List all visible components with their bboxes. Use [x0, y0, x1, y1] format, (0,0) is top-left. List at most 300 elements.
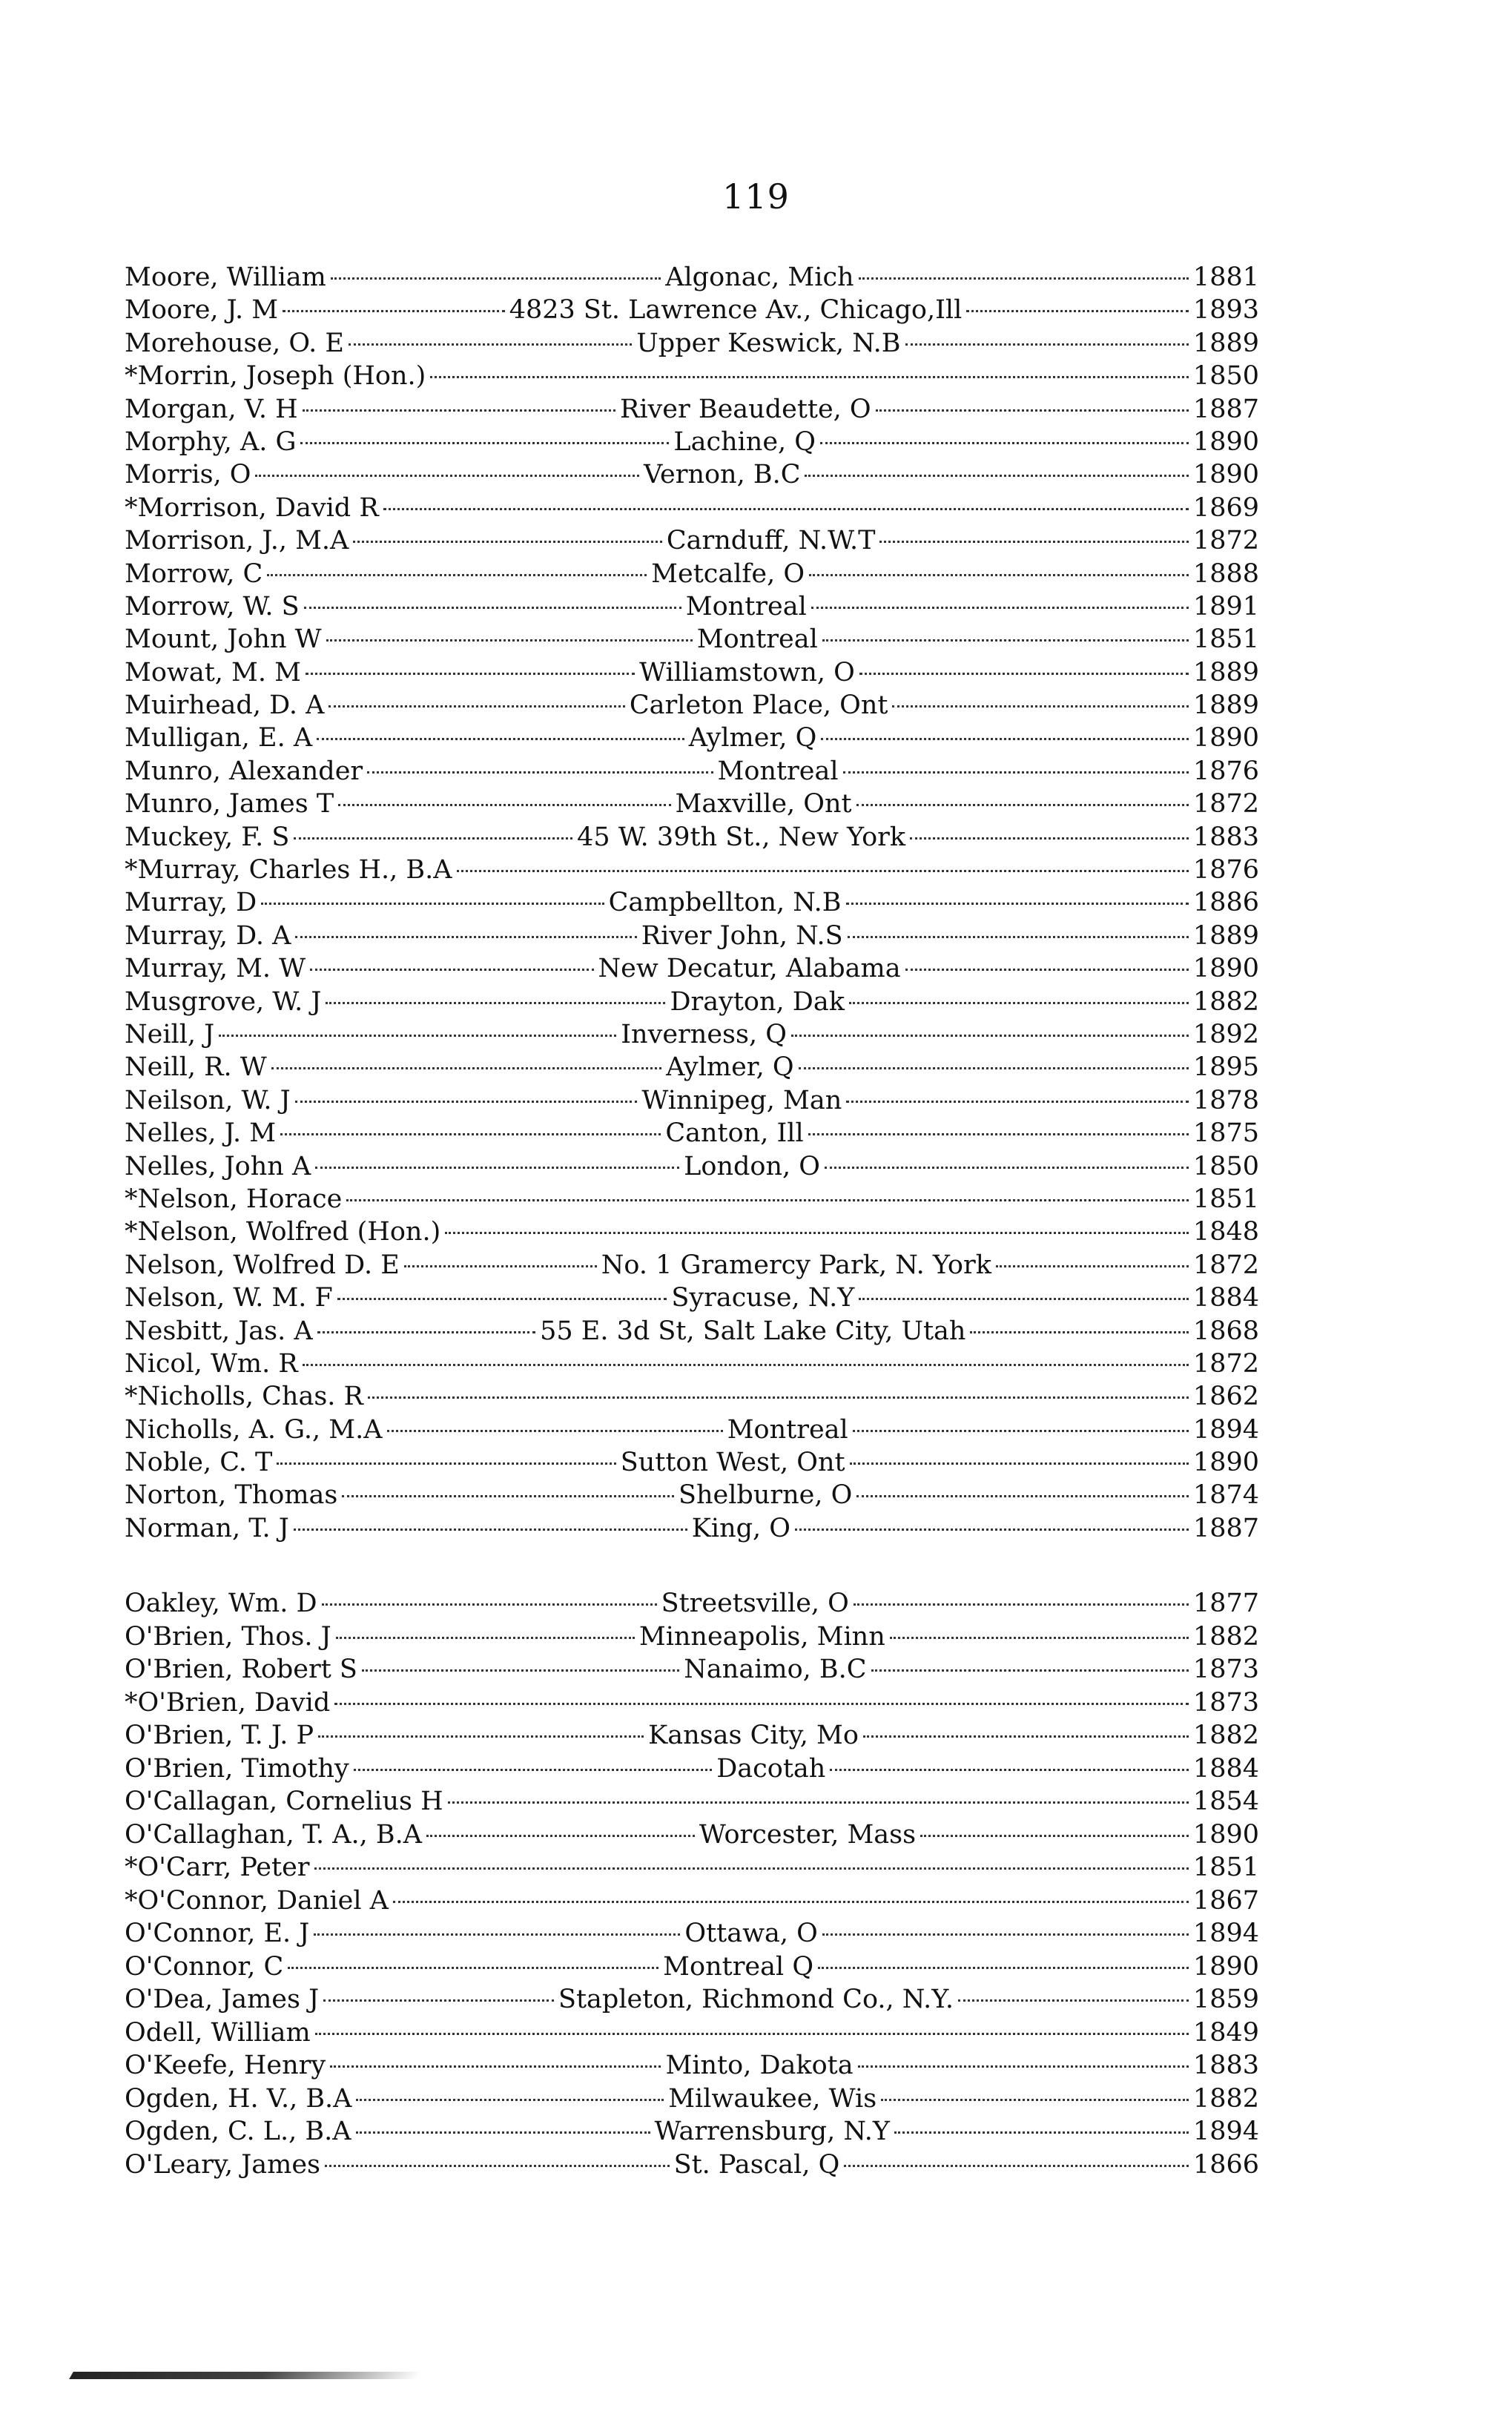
dot-leader: [346, 1199, 1189, 1201]
entry-name: O'Brien, T. J. P: [125, 1721, 314, 1750]
dot-leader: [326, 639, 693, 642]
entry-name: Nelles, J. M: [125, 1118, 277, 1149]
directory-entry: [125, 1051, 1259, 1084]
entry-name: Mowat, M. M: [125, 657, 301, 687]
entry-year: 1882: [1192, 1621, 1260, 1652]
entry-year: 1878: [1192, 1085, 1260, 1115]
dot-leader: [811, 607, 1189, 609]
dot-leader: [863, 1735, 1189, 1738]
entry-name: *O'Carr, Peter: [125, 1853, 310, 1882]
entry-place: Upper Keswick, N.B: [636, 328, 901, 358]
entry-name: O'Callaghan, T. A., B.A: [125, 1819, 423, 1850]
dot-leader: [853, 1430, 1189, 1432]
dot-leader: [996, 1265, 1189, 1267]
directory-entry: [125, 458, 1259, 491]
directory-entry: [125, 1282, 1259, 1314]
dot-leader: [295, 936, 636, 938]
entry-name: Morphy, A. G: [125, 426, 297, 457]
dot-leader: [336, 1637, 635, 1639]
dot-leader: [881, 2099, 1189, 2101]
entry-year: 1883: [1192, 2051, 1259, 2080]
dot-leader: [966, 310, 1189, 312]
dot-leader: [338, 804, 670, 806]
entry-place: Winnipeg, Man: [641, 1085, 842, 1115]
dot-leader: [844, 2165, 1189, 2167]
entry-year: 1889: [1192, 657, 1260, 687]
entry-year: 1882: [1192, 1721, 1260, 1750]
entry-year: 1888: [1192, 558, 1259, 589]
dot-leader: [791, 1035, 1189, 1037]
entry-year: 1876: [1192, 855, 1259, 886]
directory-entry: [125, 2016, 1259, 2050]
entry-year: 1895: [1192, 1052, 1260, 1083]
entry-name: Murray, D. A: [125, 920, 291, 951]
entry-year: 1882: [1192, 986, 1260, 1017]
entry-year: 1890: [1192, 1448, 1259, 1478]
dot-leader: [859, 1298, 1189, 1300]
entry-name: O'Keefe, Henry: [125, 2051, 326, 2080]
dot-leader: [330, 2065, 661, 2068]
dot-leader: [337, 1298, 667, 1300]
entry-place: Stapleton, Richmond Co., N.Y.: [558, 1985, 954, 2014]
directory-entry: [125, 1315, 1259, 1348]
directory-entry: [125, 920, 1259, 952]
entry-name: O'Brien, Robert S: [125, 1655, 357, 1684]
directory-entry: [125, 1950, 1259, 1984]
dot-leader: [310, 969, 593, 971]
entry-year: 1881: [1192, 263, 1259, 292]
entry-place: New Decatur, Alabama: [598, 954, 901, 984]
entry-place: Drayton, Dak: [670, 986, 845, 1017]
entry-year: 1882: [1192, 2083, 1259, 2114]
entry-place: Lachine, Q: [673, 426, 816, 457]
entry-name: Murray, D: [125, 888, 257, 918]
directory-entry: [125, 1117, 1259, 1150]
entry-place: River Beaudette, O: [619, 394, 871, 424]
entry-year: 1868: [1192, 1316, 1260, 1346]
entry-name: O'Brien, Timothy: [125, 1753, 349, 1784]
dot-leader: [294, 837, 572, 840]
entry-place: 4823 St. Lawrence Av., Chicago,Ill: [509, 295, 963, 326]
entry-name: Ogden, C. L., B.A: [125, 2117, 351, 2146]
dot-leader: [329, 705, 624, 708]
directory-entry: [125, 261, 1259, 294]
entry-place: 45 W. 39th St., New York: [577, 822, 906, 852]
entry-year: 1884: [1192, 1283, 1259, 1313]
dot-leader: [821, 738, 1189, 740]
entry-year: 1890: [1192, 1819, 1259, 1850]
directory-entry: [125, 1348, 1259, 1380]
dot-leader: [280, 1133, 661, 1135]
entry-name: Munro, James T: [125, 789, 334, 819]
entry-name: Ogden, H. V., B.A: [125, 2083, 352, 2114]
entry-place: Kansas City, Mo: [648, 1721, 859, 1750]
dot-leader: [818, 1967, 1189, 1969]
dot-leader: [294, 1528, 687, 1531]
directory-entry: [125, 360, 1259, 392]
entry-name: O'Callagan, Cornelius H: [125, 1787, 443, 1816]
directory-entry: [125, 1983, 1259, 2016]
entry-place: No. 1 Gramercy Park, N. York: [601, 1250, 991, 1280]
entry-year: 1892: [1192, 1019, 1259, 1049]
entry-year: 1851: [1192, 1853, 1259, 1882]
entry-place: King, O: [691, 1513, 790, 1543]
scan-smudge: [69, 2372, 422, 2379]
entry-name: Nelles, John A: [125, 1151, 311, 1181]
entry-name: Murray, M. W: [125, 954, 306, 984]
entry-place: Aylmer, Q: [666, 1052, 794, 1083]
dot-leader: [457, 870, 1189, 872]
directory-entry: [125, 492, 1259, 524]
entry-name: Moore, J. M: [125, 295, 279, 326]
entry-year: 1894: [1192, 2117, 1259, 2146]
dot-leader: [894, 2131, 1189, 2134]
dot-leader: [799, 1067, 1189, 1069]
entry-place: Inverness, Q: [621, 1019, 787, 1049]
dot-leader: [958, 1999, 1189, 2002]
dot-leader: [342, 1495, 674, 1497]
entry-name: O'Dea, James J: [125, 1985, 320, 2014]
directory-entry: [125, 1686, 1259, 1720]
entry-year: 1891: [1192, 591, 1260, 621]
entry-name: Nelson, Wolfred D. E: [125, 1250, 400, 1280]
entry-name: Morris, O: [125, 460, 251, 490]
entry-name: O'Connor, C: [125, 1951, 284, 1982]
entry-year: 1889: [1192, 328, 1259, 358]
directory-entry: [125, 1620, 1259, 1654]
dot-leader: [356, 2131, 650, 2134]
entry-name: Odell, William: [125, 2017, 311, 2048]
dot-leader: [808, 1133, 1189, 1135]
entry-year: 1854: [1192, 1787, 1259, 1816]
entry-year: 1890: [1192, 723, 1259, 753]
entry-place: Warrensburg, N.Y: [654, 2117, 890, 2146]
entry-place: Shelburne, O: [678, 1480, 853, 1511]
dot-leader: [426, 1835, 695, 1837]
dot-leader: [267, 574, 647, 576]
entry-year: 1884: [1192, 1753, 1259, 1784]
dot-leader: [445, 1232, 1189, 1234]
entry-place: Williamstown, O: [639, 657, 855, 687]
dot-leader: [890, 1637, 1189, 1639]
directory-entry: [125, 689, 1259, 722]
entry-place: Montreal: [727, 1414, 848, 1445]
directory-entry: [125, 294, 1259, 326]
dot-leader: [871, 1669, 1189, 1672]
dot-leader: [317, 738, 684, 740]
entry-name: *Morrin, Joseph (Hon.): [125, 361, 426, 392]
dot-leader: [846, 903, 1189, 905]
entry-place: Ottawa, O: [684, 1919, 818, 1948]
directory-entry: [125, 327, 1259, 360]
directory-entry: [125, 755, 1259, 788]
directory-entry: [125, 788, 1259, 820]
entry-year: 1893: [1192, 295, 1260, 326]
entry-name: Nicol, Wm. R: [125, 1348, 298, 1379]
dot-leader: [303, 409, 615, 412]
entry-place: River John, N.S: [641, 920, 843, 951]
dot-leader: [362, 1669, 679, 1672]
entry-place: St. Pascal, Q: [673, 2149, 840, 2180]
entry-place: Vernon, B.C: [643, 460, 801, 490]
dot-leader: [322, 1603, 657, 1606]
entry-place: Campbellton, N.B: [608, 888, 842, 918]
directory-entry: [125, 2082, 1259, 2116]
dot-leader: [300, 442, 669, 444]
dot-leader: [326, 1002, 665, 1004]
entry-year: 1850: [1192, 1151, 1259, 1181]
dot-leader: [387, 1430, 723, 1432]
dot-leader: [920, 1835, 1189, 1837]
entry-place: Nanaimo, B.C: [684, 1655, 867, 1684]
entry-place: Minto, Dakota: [665, 2051, 854, 2080]
directory-entry: [125, 1752, 1259, 1786]
directory-entry: [125, 1851, 1259, 1884]
dot-leader: [856, 804, 1189, 806]
page-number: 119: [722, 177, 790, 217]
entry-year: 1859: [1192, 1985, 1259, 2014]
directory-entry: [125, 1917, 1259, 1950]
directory-entry: [125, 986, 1259, 1018]
entry-name: Neilson, W. J: [125, 1085, 291, 1115]
directory-entry: [125, 1150, 1259, 1183]
directory-entry: [125, 1653, 1259, 1686]
entry-place: Montreal Q: [663, 1951, 814, 1982]
entry-name: *Morrison, David R: [125, 492, 379, 523]
dot-leader: [846, 1101, 1189, 1103]
entry-name: *O'Connor, Daniel A: [125, 1885, 389, 1916]
entry-place: Milwaukee, Wis: [668, 2083, 877, 2114]
entry-name: Noble, C. T: [125, 1448, 273, 1478]
entry-name: Morehouse, O. E: [125, 328, 344, 358]
dot-leader: [809, 574, 1189, 576]
entry-name: Mulligan, E. A: [125, 723, 313, 753]
directory-entry: [125, 590, 1259, 623]
entry-name: Munro, Alexander: [125, 756, 363, 786]
dot-leader: [303, 1364, 1189, 1366]
entry-name: Neill, R. W: [125, 1052, 267, 1083]
entry-place: Carnduff, N.W.T: [666, 526, 876, 556]
dot-leader: [825, 1167, 1189, 1169]
directory-entry: [125, 1587, 1259, 1620]
dot-leader: [318, 1735, 644, 1738]
entry-name: Muckey, F. S: [125, 822, 290, 852]
dot-leader: [822, 639, 1189, 642]
dot-leader: [970, 1331, 1188, 1333]
dot-leader: [314, 1867, 1189, 1870]
dot-leader: [334, 1703, 1189, 1705]
dot-leader: [295, 1101, 638, 1103]
entry-name: *O'Brien, David: [125, 1687, 331, 1718]
directory-entry: [125, 1785, 1259, 1818]
entry-place: London, O: [684, 1151, 820, 1181]
entry-place: 55 E. 3d St, Salt Lake City, Utah: [540, 1316, 966, 1346]
directory-entry: [125, 1446, 1259, 1479]
entry-place: Metcalfe, O: [651, 558, 805, 589]
dot-leader: [905, 343, 1189, 346]
directory-entry: [125, 1084, 1259, 1117]
directory-entry: [125, 1512, 1259, 1545]
entry-year: 1875: [1192, 1118, 1260, 1149]
dot-leader: [910, 837, 1189, 840]
entry-year: 1869: [1192, 492, 1259, 523]
dot-leader: [795, 1528, 1189, 1531]
dot-leader: [856, 1495, 1189, 1497]
entry-year: 1872: [1192, 526, 1260, 556]
entry-name: *Nicholls, Chas. R: [125, 1382, 363, 1412]
entry-year: 1890: [1192, 460, 1260, 490]
directory-entry: [125, 2148, 1259, 2182]
entry-place: Algonac, Mich: [665, 263, 854, 292]
entry-place: Dacotah: [716, 1753, 826, 1784]
directory-entry: [125, 1719, 1259, 1752]
directory-entry: [125, 1479, 1259, 1511]
dot-leader: [349, 343, 632, 346]
dot-leader: [314, 1933, 680, 1936]
dot-leader: [331, 277, 661, 280]
dot-leader: [325, 2165, 670, 2167]
dot-leader: [892, 705, 1188, 708]
entry-year: 1890: [1192, 1951, 1260, 1982]
dot-leader: [848, 936, 1189, 938]
entry-place: Aylmer, Q: [688, 723, 817, 753]
dot-leader: [354, 1769, 713, 1771]
directory-entry: [125, 1183, 1259, 1216]
entry-name: Nicholls, A. G., M.A: [125, 1414, 383, 1445]
entry-year: 1887: [1192, 394, 1260, 424]
dot-leader: [859, 673, 1189, 675]
dot-leader: [850, 1462, 1189, 1465]
entry-name: Morrison, J., M.A: [125, 526, 349, 556]
directory-entry: [125, 2115, 1259, 2148]
directory-entry: [125, 524, 1259, 557]
entry-year: 1851: [1192, 1184, 1259, 1214]
entry-place: Carleton Place, Ont: [629, 690, 888, 721]
entry-name: Muirhead, D. A: [125, 690, 325, 721]
dot-leader: [317, 1331, 535, 1333]
directory-entry: [125, 1216, 1259, 1248]
entry-name: Norton, Thomas: [125, 1480, 338, 1511]
entry-year: 1848: [1192, 1217, 1259, 1247]
directory-entry: [125, 426, 1259, 458]
entry-year: 1889: [1192, 920, 1259, 951]
entry-name: Musgrove, W. J: [125, 986, 322, 1017]
dot-leader: [219, 1035, 616, 1037]
entry-year: 1890: [1192, 954, 1259, 984]
entry-year: 1873: [1192, 1687, 1259, 1718]
entry-year: 1894: [1192, 1414, 1260, 1445]
entry-year: 1867: [1192, 1885, 1259, 1916]
entry-year: 1850: [1192, 361, 1259, 392]
entry-name: Mount, John W: [125, 624, 322, 655]
dot-leader: [315, 1167, 679, 1169]
entry-year: 1883: [1192, 822, 1259, 852]
directory-entry: [125, 558, 1259, 590]
dot-leader: [315, 2033, 1189, 2035]
entry-place: Montreal: [717, 756, 839, 786]
dot-leader: [879, 541, 1189, 543]
entry-name: Morrow, W. S: [125, 591, 300, 621]
entry-name: Moore, William: [125, 263, 326, 292]
entry-year: 1877: [1192, 1589, 1260, 1618]
entry-name: O'Leary, James: [125, 2149, 321, 2180]
directory-section-o: [125, 1587, 1259, 2181]
directory-entry: [125, 952, 1259, 985]
directory-entry: [125, 854, 1259, 886]
entry-name: Oakley, Wm. D: [125, 1589, 317, 1618]
entry-year: 1894: [1192, 1919, 1259, 1948]
dot-leader: [383, 508, 1189, 510]
dot-leader: [283, 310, 505, 312]
directory-entry: [125, 1818, 1259, 1852]
directory-entry: [125, 1249, 1259, 1282]
dot-leader: [905, 969, 1189, 971]
entry-name: Norman, T. J: [125, 1513, 289, 1543]
directory-entry: [125, 1380, 1259, 1413]
dot-leader: [430, 376, 1189, 378]
entry-name: O'Brien, Thos. J: [125, 1621, 331, 1652]
entry-year: 1890: [1192, 426, 1259, 457]
entry-year: 1889: [1192, 690, 1260, 721]
entry-name: Nesbitt, Jas. A: [125, 1316, 313, 1346]
dot-leader: [277, 1462, 615, 1465]
dot-leader: [849, 1002, 1189, 1004]
entry-year: 1872: [1192, 1348, 1259, 1379]
directory-section-m-n: [125, 261, 1259, 1545]
entry-year: 1874: [1192, 1480, 1260, 1511]
entry-name: *Nelson, Wolfred (Hon.): [125, 1217, 441, 1247]
entry-year: 1849: [1192, 2017, 1259, 2048]
entry-place: Montreal: [685, 591, 807, 621]
dot-leader: [820, 442, 1189, 444]
dot-leader: [353, 541, 662, 543]
entry-name: *Murray, Charles H., B.A: [125, 855, 452, 886]
entry-place: Maxville, Ont: [675, 789, 852, 819]
dot-leader: [876, 409, 1189, 412]
directory-entry: [125, 886, 1259, 919]
directory-entry: [125, 393, 1259, 426]
dot-leader: [858, 2065, 1189, 2068]
dot-leader: [854, 1603, 1189, 1606]
directory-entry: [125, 623, 1259, 656]
dot-leader: [255, 475, 638, 477]
entry-name: *Nelson, Horace: [125, 1184, 343, 1214]
entry-name: Neill, J: [125, 1019, 215, 1049]
dot-leader: [271, 1067, 661, 1069]
entry-place: Montreal: [696, 624, 818, 655]
entry-year: 1872: [1192, 789, 1260, 819]
dot-leader: [304, 607, 681, 609]
dot-leader: [805, 475, 1188, 477]
entry-year: 1876: [1192, 756, 1260, 786]
entry-place: Worcester, Mass: [699, 1819, 917, 1850]
entry-year: 1886: [1192, 888, 1260, 918]
dot-leader: [822, 1933, 1189, 1936]
dot-leader: [261, 903, 604, 905]
entry-year: 1872: [1192, 1250, 1260, 1280]
dot-leader: [393, 1901, 1189, 1903]
entry-year: 1866: [1192, 2149, 1259, 2180]
dot-leader: [323, 1999, 554, 2002]
entry-name: Nelson, W. M. F: [125, 1283, 333, 1313]
dot-leader: [830, 1769, 1189, 1771]
entry-year: 1851: [1192, 624, 1260, 655]
entry-place: Streetsville, O: [661, 1589, 849, 1618]
entry-year: 1873: [1192, 1655, 1259, 1684]
dot-leader: [306, 673, 635, 675]
directory-entry: [125, 2049, 1259, 2082]
entry-place: Sutton West, Ont: [620, 1448, 845, 1478]
